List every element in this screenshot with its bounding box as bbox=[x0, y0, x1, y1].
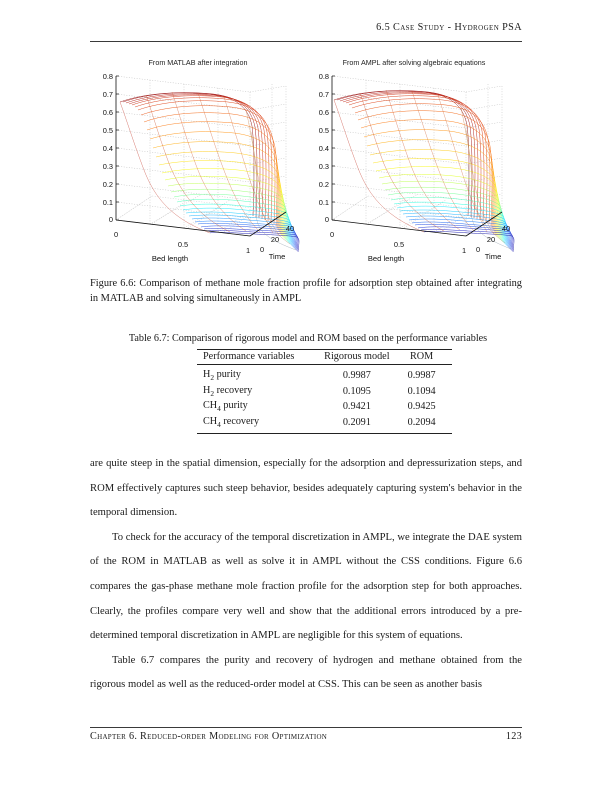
table-body bbox=[197, 364, 452, 433]
matlab-surface-svg bbox=[90, 66, 306, 266]
svg-text:0.4: 0.4 bbox=[102, 144, 113, 153]
svg-text:0.6: 0.6 bbox=[318, 108, 329, 117]
svg-text:0.1: 0.1 bbox=[318, 198, 329, 207]
table-caption: Table 6.7: Comparison of rigorous model and ROM based on the performance variables bbox=[128, 333, 488, 344]
table-bottom-rule bbox=[197, 433, 452, 434]
cell-rom: 0.1094 bbox=[407, 385, 436, 397]
svg-text:0: 0 bbox=[329, 230, 335, 239]
table-row bbox=[197, 399, 452, 415]
cell-rom: 0.2094 bbox=[407, 417, 436, 429]
figure-6-6 bbox=[90, 54, 522, 269]
svg-text:0.5: 0.5 bbox=[393, 240, 405, 249]
svg-text:0.3: 0.3 bbox=[318, 162, 329, 171]
svg-text:0.2: 0.2 bbox=[318, 180, 329, 189]
svg-text:40: 40 bbox=[501, 224, 511, 233]
footer-rule bbox=[90, 727, 522, 728]
svg-text:0.8: 0.8 bbox=[318, 72, 329, 81]
svg-text:0.7: 0.7 bbox=[102, 90, 113, 99]
page-number: 123 bbox=[505, 731, 522, 742]
svg-text:0.5: 0.5 bbox=[102, 126, 113, 135]
table-row bbox=[197, 383, 452, 399]
figure-caption: Figure 6.6: Comparison of methane mole fraction profile for adsorption step obtained after integrating in MATLAB and solving simultaneously in AMPL bbox=[90, 278, 522, 304]
table-header-row bbox=[197, 350, 452, 365]
svg-text:0: 0 bbox=[475, 245, 481, 254]
cell-rigorous: 0.9421 bbox=[342, 401, 371, 413]
table-row bbox=[197, 415, 452, 433]
table-6-7 bbox=[197, 349, 452, 434]
ampl-surface-plot bbox=[306, 54, 522, 269]
header-rule bbox=[90, 41, 522, 42]
svg-text:0.4: 0.4 bbox=[318, 144, 329, 153]
footer-chapter-title: Chapter 6. Reduced-order Modeling for Optimization bbox=[90, 731, 328, 742]
svg-text:20: 20 bbox=[486, 235, 496, 244]
cell-variable: $CH_4$ recovery bbox=[203, 416, 260, 430]
svg-text:0.3: 0.3 bbox=[102, 162, 113, 171]
running-header: 6.5 Case Study - Hydrogen PSA bbox=[376, 22, 522, 33]
svg-text:0.7: 0.7 bbox=[318, 90, 329, 99]
body-text bbox=[90, 452, 522, 698]
svg-text:0: 0 bbox=[259, 245, 265, 254]
axis-label-time-left: Time bbox=[268, 252, 286, 261]
cell-variable: $CH_4$ purity bbox=[203, 400, 248, 414]
svg-text:0.5: 0.5 bbox=[318, 126, 329, 135]
cell-rigorous: 0.9987 bbox=[342, 369, 371, 381]
plot-title-ampl: From AMPL after solving algebraic equations bbox=[342, 58, 486, 67]
svg-text:0.6: 0.6 bbox=[102, 108, 113, 117]
column-header-performance-variables: Performance variables bbox=[203, 351, 295, 363]
axis-label-bed-length-right: Bed length bbox=[367, 254, 405, 263]
svg-text:1: 1 bbox=[245, 246, 251, 255]
ampl-surface-svg bbox=[306, 66, 522, 266]
svg-text:0: 0 bbox=[324, 215, 329, 224]
paragraph-continuation: are quite steep in the spatial dimension, especially for the adsorption and depressurization steps, and ROM effectively captures such steep behavior, besides adequately capturing system's behavior in the temporal dimension. bbox=[90, 458, 522, 519]
svg-text:0.5: 0.5 bbox=[177, 240, 189, 249]
cell-rigorous: 0.2091 bbox=[342, 417, 371, 429]
paragraph-table-reference: Table 6.7 compares the purity and recovery of hydrogen and methane obtained from the rigorous model as well as the reduced-order model at CSS. This can be seen as another basis bbox=[90, 654, 522, 691]
axis-label-time-right: Time bbox=[484, 252, 502, 261]
axis-label-bed-length-left: Bed length bbox=[151, 254, 189, 263]
svg-text:0.2: 0.2 bbox=[102, 180, 113, 189]
cell-variable: $H_2$ purity bbox=[203, 368, 241, 382]
column-header-rom: ROM bbox=[410, 351, 434, 363]
cell-variable: $H_2$ recovery bbox=[203, 384, 253, 398]
column-header-rigorous-model: Rigorous model bbox=[324, 351, 390, 363]
svg-text:20: 20 bbox=[270, 235, 280, 244]
plot-title-matlab: From MATLAB after integration bbox=[148, 58, 248, 67]
table-row bbox=[197, 364, 452, 383]
paragraph-temporal-discretization: To check for the accuracy of the temporal discretization in AMPL, we integrate the DAE system of the ROM in MATLAB as well as solve it in AMPL without the CSS conditions. Figure 6.6 compares the gas-phase methane mole fraction profile for the adsorption step for both approaches. Clearly, the profiles compare very well and show that the additional errors introduced by a pre-determined temporal discretization in AMPL are negligible for this system of equations. bbox=[90, 531, 522, 642]
svg-text:0.8: 0.8 bbox=[102, 72, 113, 81]
svg-text:0.1: 0.1 bbox=[102, 198, 113, 207]
svg-text:0: 0 bbox=[113, 230, 119, 239]
cell-rom: 0.9425 bbox=[407, 401, 436, 413]
matlab-surface-plot bbox=[90, 54, 306, 269]
cell-rom: 0.9987 bbox=[407, 369, 436, 381]
svg-text:40: 40 bbox=[285, 224, 295, 233]
svg-text:0: 0 bbox=[108, 215, 113, 224]
cell-rigorous: 0.1095 bbox=[342, 385, 371, 397]
svg-text:1: 1 bbox=[461, 246, 467, 255]
